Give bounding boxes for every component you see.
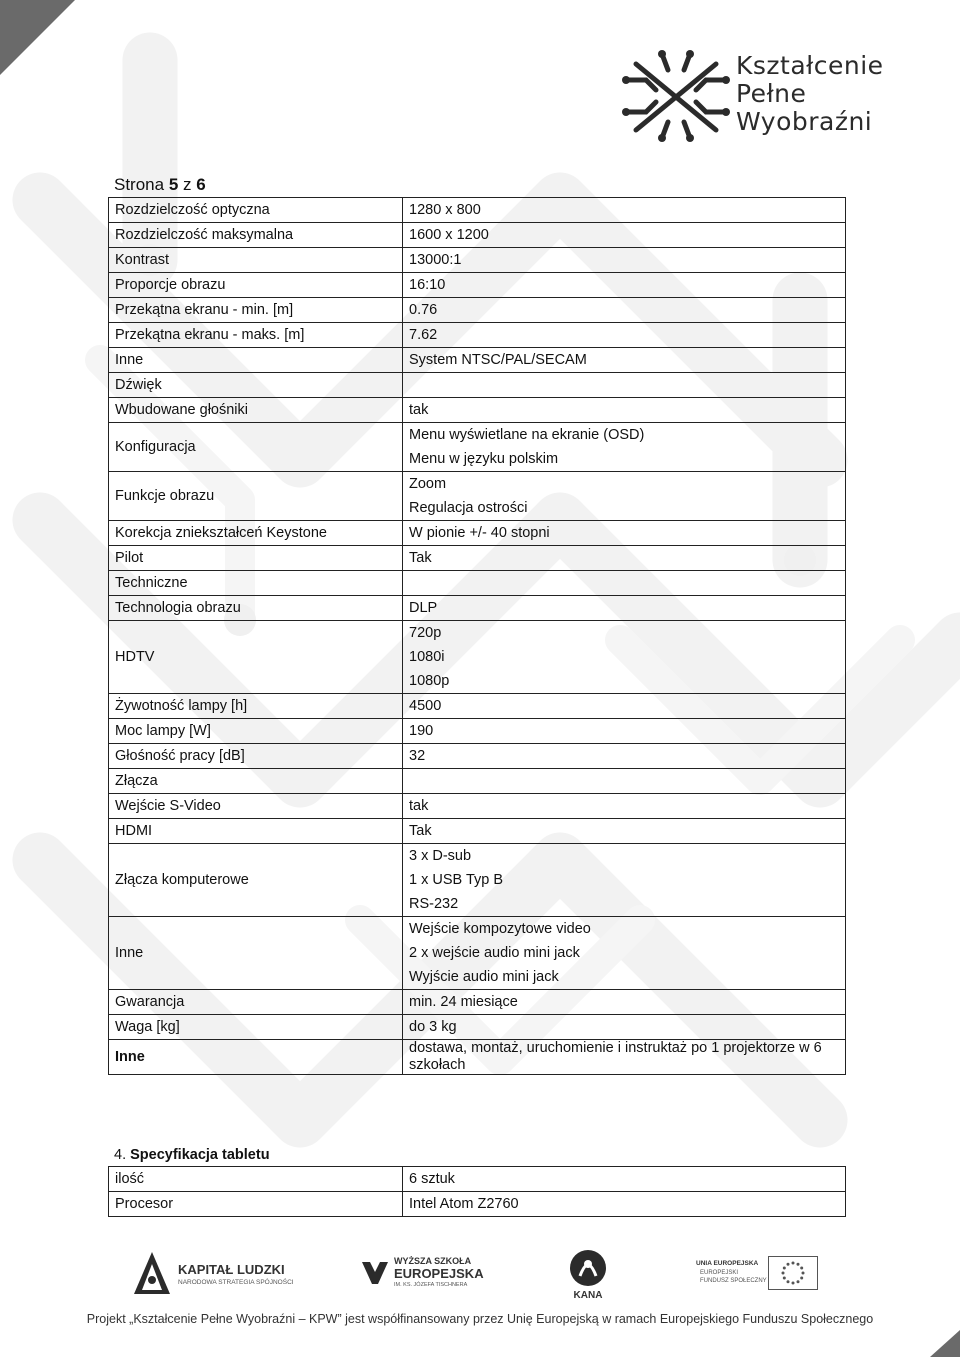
spec-label: HDTV [109, 621, 403, 694]
table-row [109, 373, 846, 398]
table-row [109, 621, 846, 646]
table-row [109, 596, 846, 621]
spec-value: do 3 kg [403, 1015, 846, 1040]
table-row [109, 1167, 846, 1192]
tablet-spec-table [108, 1166, 846, 1217]
page-total: 6 [196, 175, 206, 194]
spec-label: Gwarancja [109, 990, 403, 1015]
spec-value: RS-232 [403, 892, 846, 917]
spec-label: Przekątna ekranu - maks. [m] [109, 323, 403, 348]
header-logo [622, 50, 922, 142]
spec-value: Menu w języku polskim [403, 447, 846, 472]
table-row [109, 1192, 846, 1217]
spec-label: Wbudowane głośniki [109, 398, 403, 423]
ue-efs-logo [696, 1256, 826, 1296]
spec-value: 1080i [403, 645, 846, 669]
page-number [114, 175, 206, 195]
spec-value: 720p [403, 621, 846, 646]
spec-value: 6 sztuk [403, 1167, 846, 1192]
table-row [109, 521, 846, 546]
page-sep: z [183, 175, 192, 194]
wse-emblem-icon [360, 1258, 390, 1288]
table-row [109, 1040, 846, 1075]
wse-line-1: WYŻSZA SZKOŁA [394, 1256, 472, 1266]
spec-label: Procesor [109, 1192, 403, 1217]
kapital-ludzki-emblem-icon [132, 1250, 172, 1296]
table-row [109, 819, 846, 844]
spec-value: 0.76 [403, 298, 846, 323]
table-row [109, 917, 846, 942]
spec-label: Dźwięk [109, 373, 403, 398]
table-row [109, 1015, 846, 1040]
spec-value: tak [403, 794, 846, 819]
table-row [109, 844, 846, 869]
spec-value: 32 [403, 744, 846, 769]
wse-line-2: EUROPEJSKA [394, 1266, 484, 1281]
spec-value: 3 x D-sub [403, 844, 846, 869]
spec-value: min. 24 miesiące [403, 990, 846, 1015]
footer-logos [0, 1240, 960, 1310]
ue-line-2: EUROPEJSKI [700, 1270, 739, 1276]
projector-spec-table [108, 197, 846, 1075]
spec-value: dostawa, montaż, uruchomienie i instruktaż po 1 projektorze w 6 szkołach [403, 1040, 846, 1075]
spec-value: 1 x USB Typ B [403, 868, 846, 892]
eu-flag-icon [768, 1256, 818, 1290]
logo-wordmark [736, 52, 884, 136]
spec-value: 1080p [403, 669, 846, 694]
table-row [109, 323, 846, 348]
spec-label: Złącza [109, 769, 403, 794]
section-number: 4. [114, 1147, 127, 1163]
spec-label: Głośność pracy [dB] [109, 744, 403, 769]
spec-value: 2 x wejście audio mini jack [403, 941, 846, 965]
ue-line-1: UNIA EUROPEJSKA [696, 1260, 759, 1267]
kana-text: KANA [573, 1290, 603, 1301]
table-row [109, 990, 846, 1015]
table-row [109, 769, 846, 794]
spec-label: Proporcje obrazu [109, 273, 403, 298]
spec-value: Wyjście audio mini jack [403, 965, 846, 990]
spec-label: Konfiguracja [109, 423, 403, 472]
kapital-sub: NARODOWA STRATEGIA SPÓJNOŚCI [178, 1279, 294, 1286]
table-row [109, 423, 846, 448]
spec-label: Korekcja zniekształceń Keystone [109, 521, 403, 546]
spec-value: 16:10 [403, 273, 846, 298]
wse-line-3: IM. KS. JÓZEFA TISCHNERA [394, 1282, 468, 1288]
spec-value: W pionie +/- 40 stopni [403, 521, 846, 546]
table-row [109, 744, 846, 769]
table-row [109, 223, 846, 248]
spec-label: Kontrast [109, 248, 403, 273]
section-heading [114, 1147, 270, 1163]
spec-label: Rozdzielczość maksymalna [109, 223, 403, 248]
spec-value: 190 [403, 719, 846, 744]
spec-value [403, 571, 846, 596]
page-prefix: Strona [114, 175, 165, 194]
ue-line-3: FUNDUSZ SPOŁECZNY [700, 1278, 767, 1284]
table-row [109, 348, 846, 373]
table-row [109, 472, 846, 497]
spec-value: 13000:1 [403, 248, 846, 273]
spec-value: 7.62 [403, 323, 846, 348]
spec-value: Menu wyświetlane na ekranie (OSD) [403, 423, 846, 448]
spec-label: Technologia obrazu [109, 596, 403, 621]
spec-value [403, 769, 846, 794]
spec-label: Żywotność lampy [h] [109, 694, 403, 719]
spec-value: tak [403, 398, 846, 423]
spec-value: 4500 [403, 694, 846, 719]
spec-value: Tak [403, 819, 846, 844]
spec-value: 1280 x 800 [403, 198, 846, 223]
table-row [109, 694, 846, 719]
logo-line-3: Wyobraźni [736, 107, 873, 136]
table-row [109, 546, 846, 571]
spec-label: Inne [109, 348, 403, 373]
kana-logo [566, 1248, 610, 1304]
logo-line-1: Kształcenie [736, 51, 884, 80]
spec-label: Inne [109, 1040, 403, 1075]
spec-value: Wejście kompozytowe video [403, 917, 846, 942]
footer-project-text: Projekt „Kształcenie Pełne Wyobraźni – KPW” jest współfinansowany przez Unię Europejską w ramach Europejskiego Funduszu Społecznego [86, 1312, 874, 1326]
spec-value: Zoom [403, 472, 846, 497]
spec-label: Moc lampy [W] [109, 719, 403, 744]
kapital-title: KAPITAŁ LUDZKI [178, 1262, 285, 1277]
page-current: 5 [168, 175, 179, 194]
table-row [109, 719, 846, 744]
table-row [109, 298, 846, 323]
spec-value: Regulacja ostrości [403, 496, 846, 521]
spec-label: Funkcje obrazu [109, 472, 403, 521]
spec-label: Techniczne [109, 571, 403, 596]
spec-value: System NTSC/PAL/SECAM [403, 348, 846, 373]
table-row [109, 398, 846, 423]
table-row [109, 273, 846, 298]
spec-value: Tak [403, 546, 846, 571]
logo-line-2: Pełne [736, 79, 807, 108]
table-row [109, 198, 846, 223]
spec-label: Pilot [109, 546, 403, 571]
kana-emblem-icon [568, 1248, 608, 1288]
table-row [109, 794, 846, 819]
spec-value: 1600 x 1200 [403, 223, 846, 248]
spec-label: Waga [kg] [109, 1015, 403, 1040]
circuit-x-icon [622, 50, 730, 142]
table-row [109, 571, 846, 596]
spec-label: Inne [109, 917, 403, 990]
spec-label: Przekątna ekranu - min. [m] [109, 298, 403, 323]
spec-value [403, 373, 846, 398]
spec-label: HDMI [109, 819, 403, 844]
spec-label: ilość [109, 1167, 403, 1192]
wse-logo [360, 1256, 490, 1296]
spec-value: Intel Atom Z2760 [403, 1192, 846, 1217]
section-title: Specyfikacja tabletu [130, 1147, 270, 1163]
spec-label: Złącza komputerowe [109, 844, 403, 917]
kapital-ludzki-logo [132, 1248, 302, 1298]
table-row [109, 248, 846, 273]
spec-label: Wejście S-Video [109, 794, 403, 819]
spec-value: DLP [403, 596, 846, 621]
spec-label: Rozdzielczość optyczna [109, 198, 403, 223]
